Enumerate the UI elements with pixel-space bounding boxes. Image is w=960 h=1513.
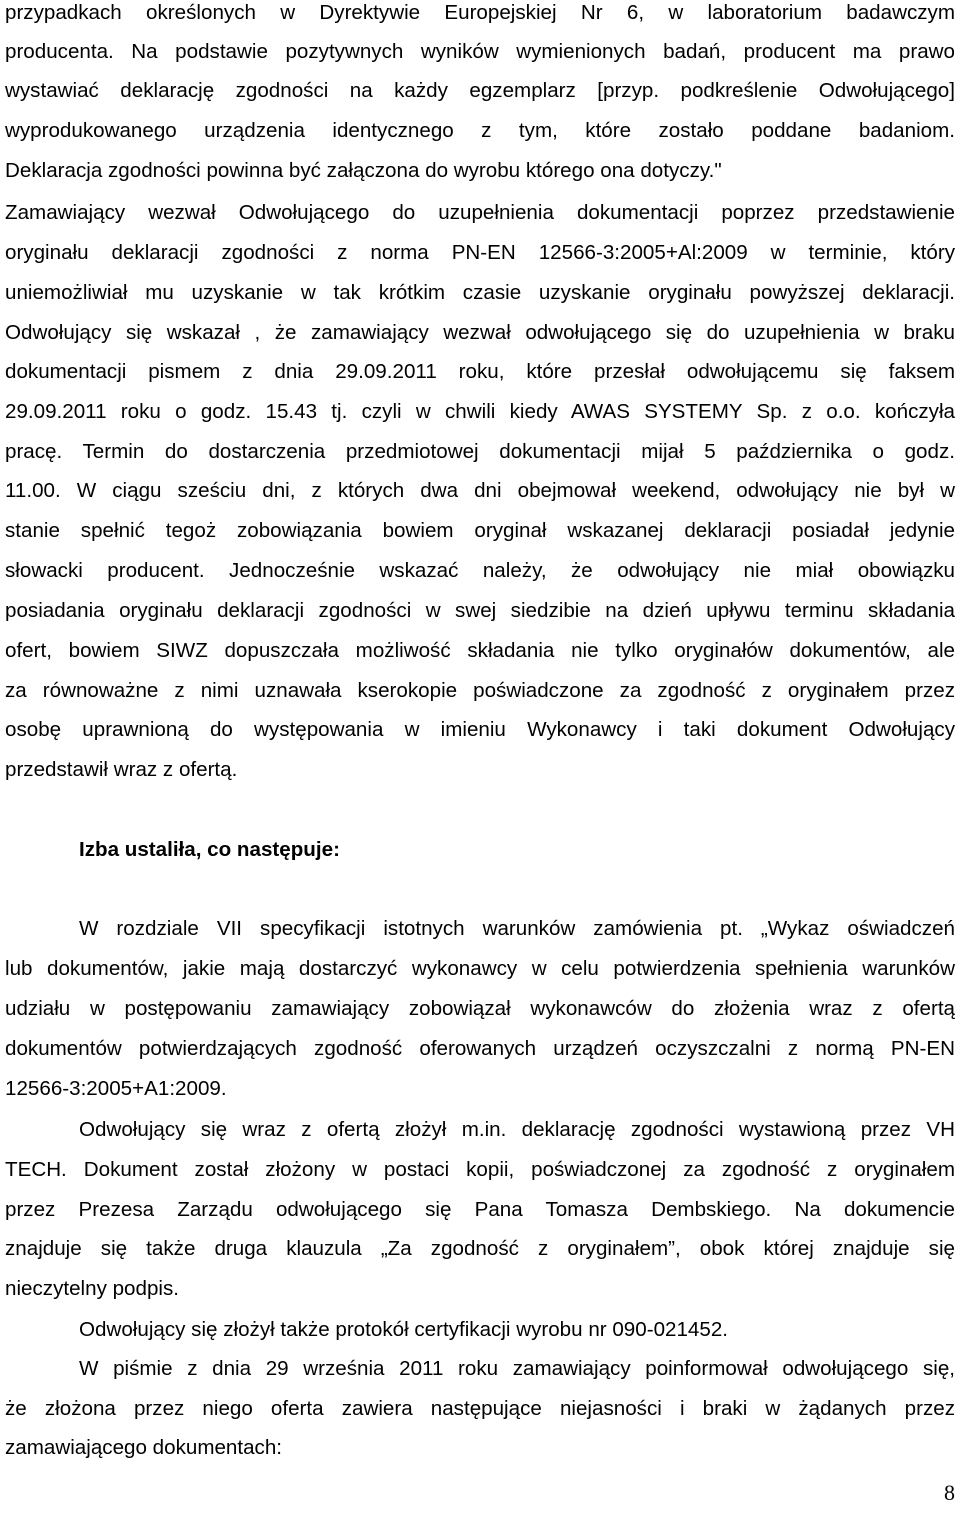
text-line: Deklaracja zgodności powinna być załączona do wyrobu którego ona dotyczy." xyxy=(5,159,722,182)
text-line: pracę. Termin do dostarczenia przedmiotowej dokumentacji mijał 5 października o godz. xyxy=(5,440,955,463)
text-line: Zamawiający wezwał Odwołującego do uzupełnienia dokumentacji poprzez przedstawienie xyxy=(5,201,955,224)
text-line: wystawiać deklarację zgodności na każdy egzemplarz [przyp. podkreślenie Odwołującego] xyxy=(5,79,955,102)
page-number: 8 xyxy=(944,1480,955,1505)
text-line: dokumentów potwierdzających zgodność oferowanych urządzeń oczyszczalni z normą PN-EN xyxy=(5,1037,955,1060)
text-line: 12566-3:2005+A1:2009. xyxy=(5,1077,227,1100)
text-line: Odwołujący się złożył także protokół certyfikacji wyrobu nr 090-021452. xyxy=(79,1318,729,1341)
text-line: posiadania oryginału deklaracji zgodności w swej siedzibie na dzień upływu terminu składania xyxy=(5,599,955,622)
text-line: osobę uprawnioną do występowania w imieniu Wykonawcy i taki dokument Odwołujący xyxy=(5,718,955,741)
text-line: za równoważne z nimi uznawała kserokopie poświadczone za zgodność z oryginałem przez xyxy=(5,679,955,702)
text-line: W piśmie z dnia 29 września 2011 roku zamawiający poinformował odwołującego się, xyxy=(79,1357,955,1380)
text-line: 29.09.2011 roku o godz. 15.43 tj. czyli w chwili kiedy AWAS SYSTEMY Sp. z o.o. kończyła xyxy=(5,400,955,423)
text-line: ofert, bowiem SIWZ dopuszczała możliwość składania nie tylko oryginałów dokumentów, ale xyxy=(5,639,955,662)
text-line: lub dokumentów, jakie mają dostarczyć wykonawcy w celu potwierdzenia spełnienia warunków xyxy=(5,957,955,980)
text-line: udziału w postępowaniu zamawiający zobowiązał wykonawców do złożenia wraz z ofertą xyxy=(5,997,955,1020)
text-line: TECH. Dokument został złożony w postaci kopii, poświadczonej za zgodność z oryginałem xyxy=(5,1158,955,1181)
text-line: słowacki producent. Jednocześnie wskazać należy, że odwołujący nie miał obowiązku xyxy=(5,559,955,582)
text-line: wyprodukowanego urządzenia identycznego z tym, które zostało poddane badaniom. xyxy=(5,119,955,142)
text-line: uniemożliwiał mu uzyskanie w tak krótkim czasie uzyskanie oryginału powyższej deklaracji. xyxy=(5,281,955,304)
text-line: Odwołujący się wskazał , że zamawiający wezwał odwołującego się do uzupełnienia w braku xyxy=(5,321,955,344)
text-line: znajduje się także druga klauzula „Za zgodność z oryginałem”, obok której znajduje się xyxy=(5,1237,955,1260)
text-line: że złożona przez niego oferta zawiera następujące niejasności i braki w żądanych przez xyxy=(5,1397,955,1420)
text-line: przypadkach określonych w Dyrektywie Europejskiej Nr 6, w laboratorium badawczym xyxy=(5,1,955,24)
text-line: 11.00. W ciągu sześciu dni, z których dwa dni obejmował weekend, odwołujący nie był w xyxy=(5,479,955,502)
section-heading: Izba ustaliła, co następuje: xyxy=(79,838,340,861)
text-line: W rozdziale VII specyfikacji istotnych warunków zamówienia pt. „Wykaz oświadczeń xyxy=(79,917,955,940)
text-line: oryginału deklaracji zgodności z norma PN-EN 12566-3:2005+Al:2009 w terminie, który xyxy=(5,241,955,264)
text-line: dokumentacji pismem z dnia 29.09.2011 roku, które przesłał odwołującemu się faksem xyxy=(5,360,955,383)
text-line: stanie spełnić tegoż zobowiązania bowiem oryginał wskazanej deklaracji posiadał jedynie xyxy=(5,519,955,542)
text-line: przez Prezesa Zarządu odwołującego się Pana Tomasza Dembskiego. Na dokumencie xyxy=(5,1198,955,1221)
text-line: nieczytelny podpis. xyxy=(5,1277,180,1300)
text-line: zamawiającego dokumentach: xyxy=(5,1436,283,1459)
text-line: przedstawił wraz z ofertą. xyxy=(5,758,238,781)
text-line: Odwołujący się wraz z ofertą złożył m.in. deklarację zgodności wystawioną przez VH xyxy=(79,1118,955,1141)
text-line: producenta. Na podstawie pozytywnych wyników wymienionych badań, producent ma prawo xyxy=(5,40,955,63)
